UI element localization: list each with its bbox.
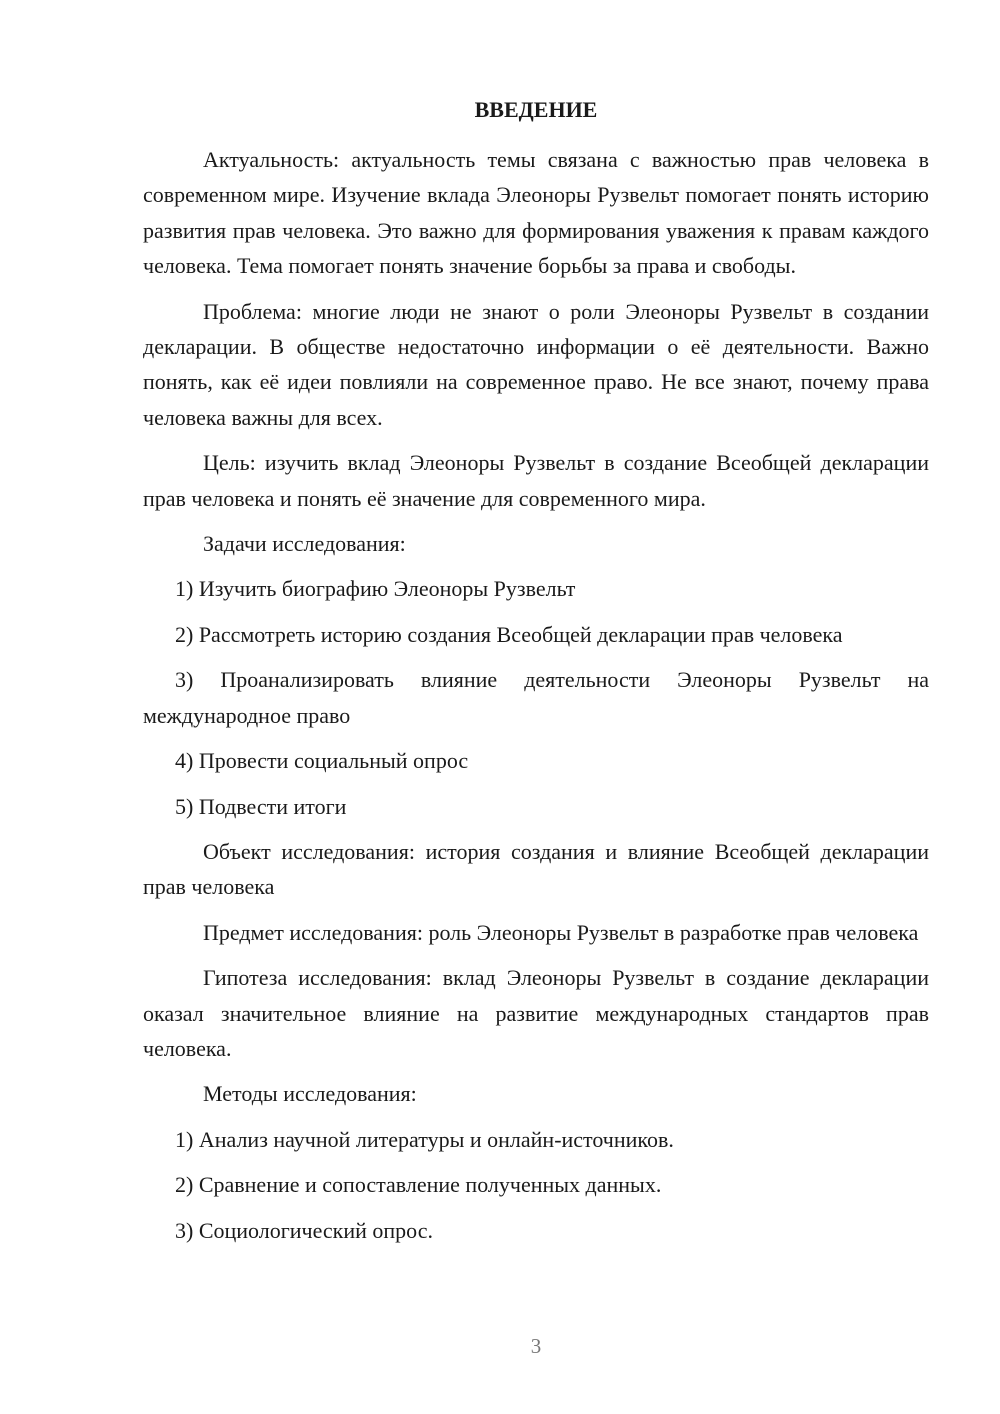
list-item: 3) Социологический опрос. <box>175 1217 433 1243</box>
list-item: 1) Изучить биографию Элеоноры Рузвельт <box>175 576 576 602</box>
list-item: 2) Сравнение и сопоставление полученных данных. <box>175 1172 662 1198</box>
list-item: 3) Проанализировать влияние деятельности Элеоноры Рузвельт на международное право <box>143 667 929 728</box>
paragraph: Цель: изучить вклад Элеоноры Рузвельт в создание Всеобщей декларации прав человека и понять её значение для современного мира. <box>143 450 929 511</box>
paragraph: Актуальность: актуальность темы связана с важностью прав человека в современном мире. Изучение вклада Элеоноры Рузвельт помогает понять историю развития прав человека. Это важно для формирования уважения к правам каждого человека. Тема помогает понять значение борьбы за права и свободы. <box>143 147 929 279</box>
paragraph: Предмет исследования: роль Элеоноры Рузвельт в разработке прав человека <box>203 919 919 945</box>
paragraph: Методы исследования: <box>203 1081 417 1107</box>
paragraph: Задачи исследования: <box>203 531 406 557</box>
list-item: 4) Провести социальный опрос <box>175 748 469 774</box>
list-item: 5) Подвести итоги <box>175 793 347 819</box>
paragraph: Гипотеза исследования: вклад Элеоноры Рузвельт в создание декларации оказал значительное влияние на развитие международных стандартов прав человека. <box>143 965 929 1061</box>
list-item: 2) Рассмотреть историю создания Всеобщей декларации прав человека <box>175 621 843 647</box>
paragraph: Проблема: многие люди не знают о роли Элеоноры Рузвельт в создании декларации. В обществе недостаточно информации о её деятельности. Важно понять, как её идеи повлияли на современное право. Не все знают, почему права человека важны для всех. <box>143 298 929 430</box>
page-title: ВВЕДЕНИЕ <box>474 97 598 122</box>
document-body <box>143 142 929 1258</box>
list-item: 1) Анализ научной литературы и онлайн-источников. <box>175 1126 674 1152</box>
paragraph: Объект исследования: история создания и влияние Всеобщей декларации прав человека <box>143 838 929 900</box>
page-number: 3 <box>530 1334 542 1358</box>
